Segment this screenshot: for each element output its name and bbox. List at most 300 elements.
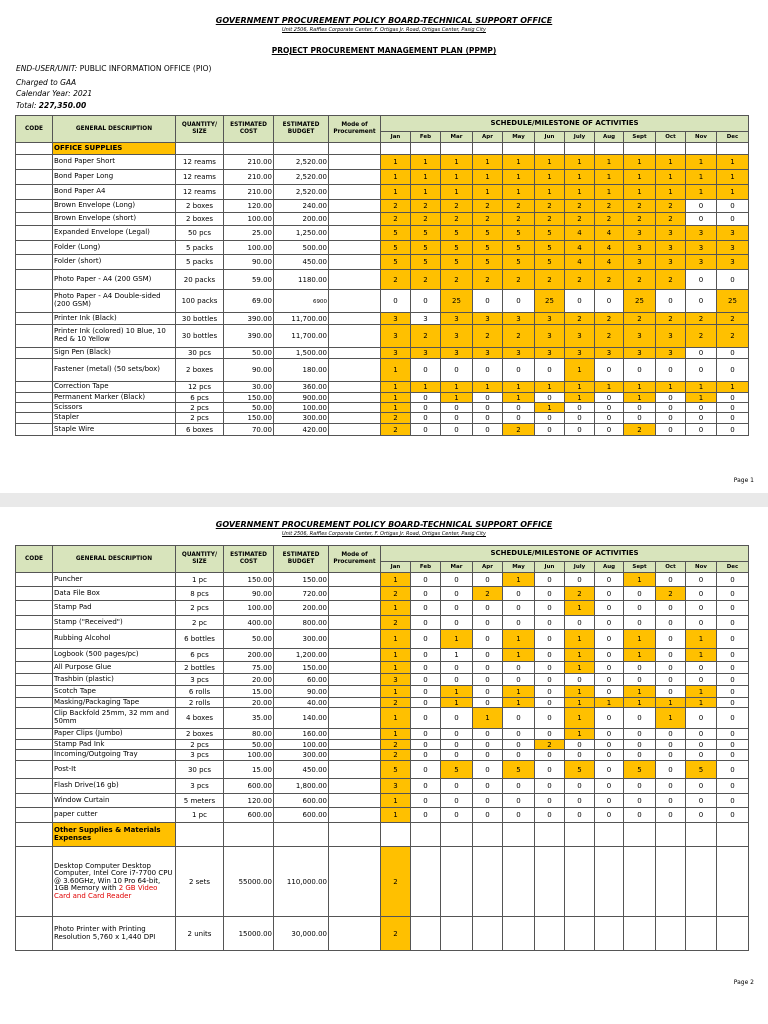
item-quantity: 6 rolls — [176, 686, 224, 698]
month-value-feb — [411, 917, 441, 951]
month-value-july: 0 — [565, 616, 595, 630]
item-estimated-cost: 50.00 — [224, 348, 274, 359]
code-cell — [16, 424, 53, 436]
table-row — [16, 325, 749, 348]
month-header-aug: Aug — [595, 562, 624, 573]
item-description — [53, 325, 176, 348]
item-mode — [329, 424, 381, 436]
item-description — [53, 290, 176, 313]
item-mode — [329, 674, 381, 686]
month-value-july — [565, 917, 595, 951]
month-value-july: 0 — [565, 674, 595, 686]
item-description — [53, 359, 176, 382]
month-value-aug: 0 — [595, 761, 624, 779]
item-estimated-budget: 600.00 — [274, 794, 329, 808]
end-user-line — [16, 64, 211, 73]
month-value-oct: 0 — [656, 750, 686, 761]
month-value-jan: 2 — [381, 270, 411, 290]
item-estimated-budget: 90.00 — [274, 686, 329, 698]
month-header-apr: Apr — [473, 132, 503, 143]
month-value-feb: 5 — [411, 255, 441, 270]
item-description — [53, 213, 176, 226]
month-value-mar — [441, 917, 473, 951]
month-value-oct: 1 — [656, 698, 686, 708]
month-value-dec: 0 — [717, 808, 749, 823]
item-mode — [329, 382, 381, 393]
item-description — [53, 348, 176, 359]
month-value-nov: 0 — [686, 359, 717, 382]
month-value-may: 0 — [503, 779, 535, 794]
item-estimated-budget: 500.00 — [274, 241, 329, 255]
item-estimated-cost: 600.00 — [224, 808, 274, 823]
month-cell — [473, 823, 503, 847]
month-value-mar: 1 — [441, 155, 473, 170]
item-estimated-budget: 450.00 — [274, 761, 329, 779]
item-description — [53, 630, 176, 649]
month-value-nov: 0 — [686, 424, 717, 436]
item-mode — [329, 241, 381, 255]
month-value-sept: 3 — [624, 325, 656, 348]
item-mode — [329, 662, 381, 674]
month-value-oct: 0 — [656, 630, 686, 649]
table-row — [16, 270, 749, 290]
item-quantity: 30 bottles — [176, 325, 224, 348]
month-cell — [565, 823, 595, 847]
month-value-jan: 3 — [381, 779, 411, 794]
item-estimated-cost: 100.00 — [224, 601, 274, 616]
empty-cell — [274, 823, 329, 847]
month-cell — [473, 143, 503, 155]
month-cell — [503, 143, 535, 155]
item-description-text: Bond Paper Short — [54, 157, 116, 166]
month-value-sept: 25 — [624, 290, 656, 313]
item-estimated-cost: 210.00 — [224, 155, 274, 170]
month-value-apr: 0 — [473, 740, 503, 750]
month-header-jan: Jan — [381, 562, 411, 573]
month-value-may: 0 — [503, 662, 535, 674]
code-cell — [16, 403, 53, 413]
item-estimated-cost: 100.00 — [224, 750, 274, 761]
item-estimated-cost: 150.00 — [224, 393, 274, 403]
item-estimated-budget: 180.00 — [274, 359, 329, 382]
month-value-july: 1 — [565, 601, 595, 616]
month-value-oct: 0 — [656, 729, 686, 740]
month-value-sept: 2 — [624, 200, 656, 213]
col-code-header: CODE — [16, 116, 53, 143]
item-description-text: Correction Tape — [54, 382, 109, 391]
month-cell — [595, 143, 624, 155]
table-row — [16, 630, 749, 649]
month-value-nov: 0 — [686, 740, 717, 750]
code-cell — [16, 823, 53, 847]
table-row — [16, 686, 749, 698]
month-value-feb: 2 — [411, 270, 441, 290]
month-value-dec: 0 — [717, 587, 749, 601]
item-description-text: Rubbing Alcohol — [54, 634, 111, 643]
month-value-aug: 0 — [595, 740, 624, 750]
month-value-mar: 1 — [441, 686, 473, 698]
month-value-nov: 3 — [686, 241, 717, 255]
month-value-feb: 0 — [411, 761, 441, 779]
month-value-feb: 2 — [411, 213, 441, 226]
month-value-apr: 1 — [473, 155, 503, 170]
month-value-may: 0 — [503, 601, 535, 616]
item-description-highlight: 2 GB Video Card and Card Reader — [54, 884, 158, 900]
month-value-dec: 0 — [717, 270, 749, 290]
code-cell — [16, 200, 53, 213]
month-value-may: 1 — [503, 185, 535, 200]
month-value-nov: 0 — [686, 601, 717, 616]
item-mode — [329, 403, 381, 413]
month-value-jan: 2 — [381, 424, 411, 436]
total-value: 227,350.00 — [38, 101, 87, 110]
month-value-dec: 0 — [717, 424, 749, 436]
month-value-apr: 1 — [473, 185, 503, 200]
item-mode — [329, 601, 381, 616]
charged-to: Charged to GAA — [16, 78, 77, 87]
month-header-july: July — [565, 132, 595, 143]
table-row — [16, 290, 749, 313]
month-value-apr: 0 — [473, 761, 503, 779]
month-value-aug: 0 — [595, 290, 624, 313]
month-value-nov: 0 — [686, 750, 717, 761]
item-quantity: 2 pcs — [176, 601, 224, 616]
month-value-feb: 3 — [411, 313, 441, 325]
month-value-oct: 0 — [656, 413, 686, 424]
month-value-july: 1 — [565, 686, 595, 698]
code-cell — [16, 708, 53, 729]
item-quantity: 2 pcs — [176, 403, 224, 413]
month-value-oct: 1 — [656, 382, 686, 393]
month-value-jan: 1 — [381, 393, 411, 403]
item-quantity: 6 pcs — [176, 393, 224, 403]
month-value-dec: 0 — [717, 573, 749, 587]
office-address: Unit 2506, Raffles Corporate Center, F. Ortigas Jr. Road, Ortigas Center, Pasig City — [282, 27, 486, 33]
item-description-text: Folder (short) — [54, 257, 102, 266]
item-description-text: Data File Box — [54, 588, 100, 597]
month-value-may: 1 — [503, 686, 535, 698]
month-value-nov: 1 — [686, 170, 717, 185]
month-value-sept: 0 — [624, 708, 656, 729]
month-value-may: 2 — [503, 200, 535, 213]
item-estimated-cost: 120.00 — [224, 794, 274, 808]
col-qty-header: QUANTITY/ SIZE — [176, 116, 224, 143]
month-value-sept: 1 — [624, 698, 656, 708]
month-cell — [717, 143, 749, 155]
month-value-sept: 2 — [624, 213, 656, 226]
month-value-sept: 1 — [624, 170, 656, 185]
item-estimated-budget: 2,520.00 — [274, 170, 329, 185]
month-value-may — [503, 847, 535, 917]
month-value-dec: 0 — [717, 213, 749, 226]
month-value-nov: 1 — [686, 630, 717, 649]
month-value-nov: 0 — [686, 794, 717, 808]
month-value-jan: 3 — [381, 313, 411, 325]
item-estimated-budget: 900.00 — [274, 393, 329, 403]
item-estimated-cost: 20.00 — [224, 698, 274, 708]
code-cell — [16, 393, 53, 403]
month-value-sept: 3 — [624, 348, 656, 359]
code-cell — [16, 740, 53, 750]
month-value-mar: 1 — [441, 170, 473, 185]
page-2 — [0, 507, 768, 1024]
code-cell — [16, 630, 53, 649]
month-value-mar: 0 — [441, 729, 473, 740]
month-value-jun: 0 — [535, 808, 565, 823]
month-value-mar: 0 — [441, 601, 473, 616]
col-mode-header: Mode of Procurement — [329, 116, 381, 143]
month-value-jan: 2 — [381, 847, 411, 917]
item-description-text: Photo Paper - A4 Double-sided (200 GSM) — [54, 292, 161, 308]
item-mode — [329, 698, 381, 708]
month-value-oct: 3 — [656, 241, 686, 255]
item-estimated-cost: 150.00 — [224, 573, 274, 587]
month-value-jun: 1 — [535, 170, 565, 185]
col-desc-header: GENERAL DESCRIPTION — [53, 546, 176, 573]
month-value-dec: 0 — [717, 649, 749, 662]
month-value-aug: 2 — [595, 200, 624, 213]
month-value-jun: 0 — [535, 649, 565, 662]
item-quantity: 12 reams — [176, 170, 224, 185]
table-row — [16, 393, 749, 403]
item-description — [53, 241, 176, 255]
month-value-may: 0 — [503, 750, 535, 761]
month-value-mar: 0 — [441, 794, 473, 808]
month-value-aug: 4 — [595, 255, 624, 270]
month-value-jun: 3 — [535, 325, 565, 348]
item-mode — [329, 630, 381, 649]
month-value-jun: 3 — [535, 313, 565, 325]
month-value-may: 0 — [503, 359, 535, 382]
item-quantity: 2 boxes — [176, 729, 224, 740]
month-value-apr: 0 — [473, 413, 503, 424]
month-cell — [441, 823, 473, 847]
col-qty-header: QUANTITY/ SIZE — [176, 546, 224, 573]
month-value-july: 1 — [565, 382, 595, 393]
month-value-mar: 0 — [441, 424, 473, 436]
item-description — [53, 313, 176, 325]
month-value-feb: 0 — [411, 630, 441, 649]
month-value-dec: 0 — [717, 729, 749, 740]
month-value-july: 2 — [565, 213, 595, 226]
month-value-feb: 1 — [411, 382, 441, 393]
month-value-oct: 0 — [656, 740, 686, 750]
col-code-header: CODE — [16, 546, 53, 573]
item-quantity: 6 bottles — [176, 630, 224, 649]
month-value-mar: 1 — [441, 649, 473, 662]
month-value-mar: 0 — [441, 779, 473, 794]
month-value-dec: 25 — [717, 290, 749, 313]
item-quantity: 30 pcs — [176, 348, 224, 359]
month-value-sept: 0 — [624, 616, 656, 630]
month-value-dec: 0 — [717, 616, 749, 630]
month-value-feb: 3 — [411, 348, 441, 359]
month-value-may: 0 — [503, 413, 535, 424]
table-row — [16, 917, 749, 951]
month-value-jun: 0 — [535, 686, 565, 698]
month-value-aug — [595, 847, 624, 917]
item-mode — [329, 750, 381, 761]
month-value-jan: 1 — [381, 794, 411, 808]
month-value-jun: 0 — [535, 616, 565, 630]
month-value-mar: 0 — [441, 708, 473, 729]
month-value-july: 0 — [565, 413, 595, 424]
code-cell — [16, 255, 53, 270]
month-value-dec: 0 — [717, 674, 749, 686]
month-value-mar: 1 — [441, 382, 473, 393]
month-value-jan: 5 — [381, 255, 411, 270]
item-estimated-cost: 15.00 — [224, 761, 274, 779]
month-value-feb: 0 — [411, 729, 441, 740]
month-value-aug: 0 — [595, 393, 624, 403]
item-estimated-budget: 2,520.00 — [274, 185, 329, 200]
table-row — [16, 662, 749, 674]
month-value-nov: 0 — [686, 779, 717, 794]
item-estimated-cost: 70.00 — [224, 424, 274, 436]
item-estimated-cost: 25.00 — [224, 226, 274, 241]
month-value-feb: 0 — [411, 708, 441, 729]
table-row — [16, 779, 749, 794]
table-row — [16, 847, 749, 917]
item-description-text: Scissors — [54, 402, 83, 411]
month-value-nov: 0 — [686, 413, 717, 424]
table-row — [16, 587, 749, 601]
month-value-aug: 0 — [595, 708, 624, 729]
month-value-aug: 0 — [595, 729, 624, 740]
month-value-feb: 0 — [411, 290, 441, 313]
item-estimated-cost: 150.00 — [224, 413, 274, 424]
item-estimated-cost: 75.00 — [224, 662, 274, 674]
month-value-feb: 0 — [411, 403, 441, 413]
item-mode — [329, 155, 381, 170]
month-value-dec: 0 — [717, 393, 749, 403]
item-estimated-budget: 720.00 — [274, 587, 329, 601]
month-value-jun: 0 — [535, 359, 565, 382]
month-value-aug: 0 — [595, 649, 624, 662]
code-cell — [16, 794, 53, 808]
month-cell — [656, 823, 686, 847]
month-value-jun: 0 — [535, 750, 565, 761]
month-value-sept: 0 — [624, 729, 656, 740]
item-description — [53, 424, 176, 436]
month-value-apr: 2 — [473, 325, 503, 348]
table-row — [16, 794, 749, 808]
item-estimated-cost: 50.00 — [224, 740, 274, 750]
month-value-jan: 5 — [381, 241, 411, 255]
month-value-may: 5 — [503, 241, 535, 255]
month-value-aug: 1 — [595, 382, 624, 393]
month-value-july: 0 — [565, 290, 595, 313]
item-description — [53, 403, 176, 413]
month-value-nov: 3 — [686, 255, 717, 270]
month-value-oct: 0 — [656, 649, 686, 662]
month-value-feb: 0 — [411, 750, 441, 761]
section-row — [16, 823, 749, 847]
month-cell — [565, 143, 595, 155]
month-value-oct: 0 — [656, 662, 686, 674]
item-description — [53, 649, 176, 662]
month-value-july: 1 — [565, 185, 595, 200]
item-mode — [329, 708, 381, 729]
item-quantity: 50 pcs — [176, 226, 224, 241]
item-estimated-cost: 210.00 — [224, 185, 274, 200]
month-value-aug: 0 — [595, 413, 624, 424]
table-row — [16, 413, 749, 424]
code-cell — [16, 729, 53, 740]
month-value-nov: 0 — [686, 587, 717, 601]
item-description-text: Stamp Pad Ink — [54, 739, 105, 748]
month-value-jan: 1 — [381, 155, 411, 170]
col-mode-header: Mode of Procurement — [329, 546, 381, 573]
month-value-may: 0 — [503, 403, 535, 413]
month-value-oct: 0 — [656, 686, 686, 698]
month-value-jun — [535, 847, 565, 917]
month-cell — [411, 143, 441, 155]
item-mode — [329, 313, 381, 325]
item-quantity: 2 units — [176, 917, 224, 951]
month-value-jan: 2 — [381, 587, 411, 601]
col-cost-header: ESTIMATED COST — [224, 546, 274, 573]
month-value-sept: 2 — [624, 313, 656, 325]
month-value-apr: 2 — [473, 213, 503, 226]
item-description — [53, 601, 176, 616]
month-value-jan: 5 — [381, 226, 411, 241]
month-value-may: 5 — [503, 255, 535, 270]
schedule-header: SCHEDULE/MILESTONE OF ACTIVITIES — [381, 116, 749, 132]
month-value-nov: 0 — [686, 708, 717, 729]
month-value-jan: 3 — [381, 325, 411, 348]
item-estimated-cost: 55000.00 — [224, 847, 274, 917]
month-value-apr: 5 — [473, 226, 503, 241]
month-header-aug: Aug — [595, 132, 624, 143]
month-value-nov — [686, 917, 717, 951]
table-row — [16, 424, 749, 436]
month-value-july: 4 — [565, 255, 595, 270]
month-value-may: 5 — [503, 761, 535, 779]
month-value-dec: 0 — [717, 403, 749, 413]
month-value-aug: 0 — [595, 601, 624, 616]
month-value-sept: 1 — [624, 185, 656, 200]
month-value-nov: 1 — [686, 393, 717, 403]
month-cell — [411, 823, 441, 847]
ppmp-table-page-2 — [15, 545, 749, 951]
month-value-feb: 0 — [411, 413, 441, 424]
month-value-oct: 1 — [656, 170, 686, 185]
item-description — [53, 185, 176, 200]
month-value-mar: 2 — [441, 270, 473, 290]
month-value-dec: 0 — [717, 750, 749, 761]
month-value-may: 0 — [503, 808, 535, 823]
month-value-dec: 2 — [717, 325, 749, 348]
month-value-jun: 0 — [535, 587, 565, 601]
item-estimated-cost: 100.00 — [224, 241, 274, 255]
month-value-dec: 2 — [717, 313, 749, 325]
month-value-jun: 0 — [535, 573, 565, 587]
month-value-jun: 0 — [535, 424, 565, 436]
month-value-apr: 0 — [473, 616, 503, 630]
month-value-jan: 1 — [381, 649, 411, 662]
month-cell — [535, 143, 565, 155]
item-estimated-budget: 2,520.00 — [274, 155, 329, 170]
page-number: Page 2 — [733, 979, 754, 986]
month-header-dec: Dec — [717, 132, 749, 143]
month-value-jun: 0 — [535, 779, 565, 794]
month-value-nov: 0 — [686, 213, 717, 226]
month-value-jun: 2 — [535, 740, 565, 750]
month-value-oct: 0 — [656, 424, 686, 436]
table-row — [16, 674, 749, 686]
month-value-aug: 0 — [595, 573, 624, 587]
